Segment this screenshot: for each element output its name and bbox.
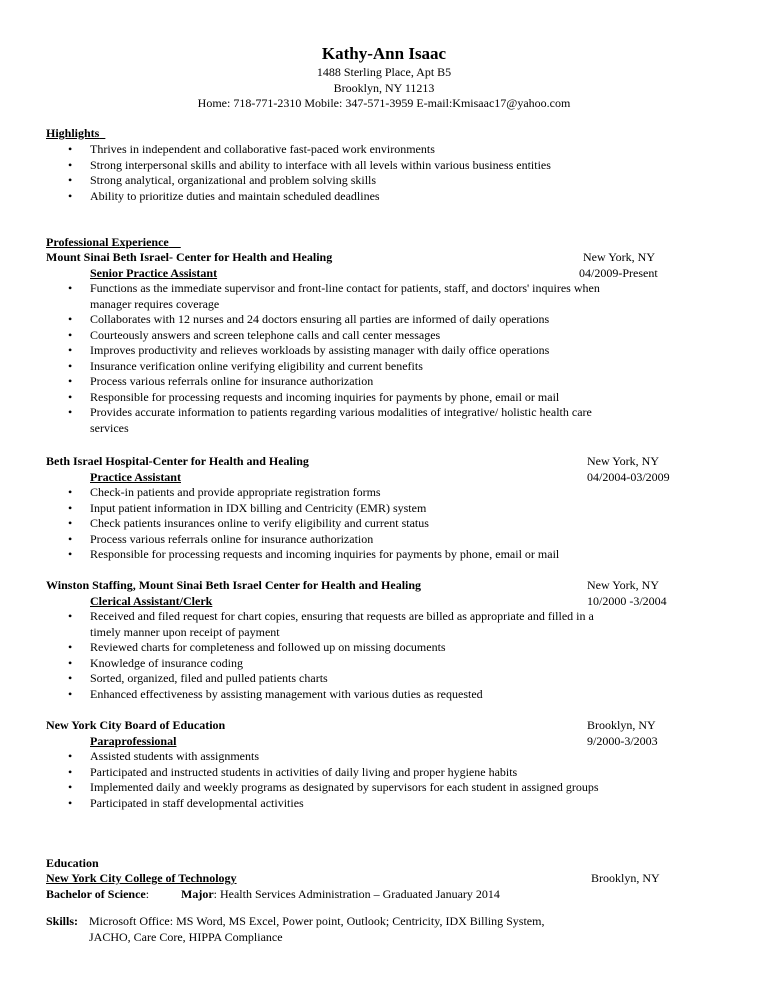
job-organization: Beth Israel Hospital-Center for Health and Healing	[46, 454, 309, 468]
bullet-text: Process various referrals online for insurance authorization	[90, 531, 374, 546]
bullet-icon: •	[68, 795, 73, 810]
bullet-text: Sorted, organized, filed and pulled patients charts	[90, 671, 328, 685]
job-bullet-item	[46, 390, 610, 406]
job-organization: New York City Board of Education	[46, 718, 226, 732]
bullet-text: Assisted students with assignments	[90, 749, 260, 763]
job-location: New York, NY	[587, 578, 660, 592]
bullet-text: Participated in staff developmental activities	[90, 795, 304, 810]
job-bullet-item	[46, 765, 610, 781]
bullet-icon: •	[68, 173, 73, 187]
highlight-item	[46, 173, 610, 189]
bullet-text: Strong analytical, organizational and problem solving skills	[90, 173, 377, 187]
job-dates: 10/2000 -3/2004	[587, 593, 667, 608]
bullet-text: Enhanced effectiveness by assisting management with various duties as requested	[90, 686, 483, 701]
bullet-icon: •	[68, 531, 73, 546]
bullet-text: Check-in patients and provide appropriate registration forms	[90, 485, 381, 499]
bullet-text: Responsible for processing requests and incoming inquiries for payments by phone, email or mail	[90, 547, 560, 561]
bullet-icon: •	[68, 343, 73, 357]
education-school: New York City College of Technology	[46, 871, 237, 885]
degree-label: Bachelor of Science	[46, 886, 146, 901]
bullet-text: Knowledge of insurance coding	[90, 655, 243, 670]
bullet-icon: •	[68, 749, 73, 763]
bullet-text: Strong interpersonal skills and ability to interface with all levels within various business entities	[90, 157, 551, 172]
bullet-icon: •	[68, 640, 73, 654]
job-role: Practice Assistant	[90, 469, 181, 484]
job-4	[46, 718, 728, 811]
job-bullet-item	[46, 796, 610, 812]
job-bullet-item	[46, 501, 610, 517]
contact-line: Home: 718-771-2310 Mobile: 347-571-3959 E-mail:Kmisaac17@yahoo.com	[197, 96, 571, 110]
bullet-icon: •	[68, 157, 73, 172]
bullet-icon: •	[68, 312, 73, 326]
job-bullet-item	[46, 532, 610, 548]
job-bullet-item	[46, 374, 610, 390]
candidate-name: Kathy-Ann Isaac	[321, 44, 447, 63]
bullet-icon: •	[68, 764, 73, 779]
bullet-text: Received and filed request for chart copies, ensuring that requests are billed as appropriate and filled in a timely manner upon receipt of payment	[90, 609, 594, 639]
experience-title	[46, 235, 181, 251]
job-bullet-item	[46, 780, 610, 796]
bullet-icon: •	[68, 142, 73, 156]
job-bullet-item	[46, 656, 610, 672]
bullet-text: Thrives in independent and collaborative fast-paced work environments	[90, 142, 435, 156]
bullet-text: Ability to prioritize duties and maintain scheduled deadlines	[90, 188, 380, 203]
address-line-2: Brooklyn, NY 11213	[333, 80, 435, 95]
bullet-icon: •	[68, 547, 73, 561]
education-title	[46, 856, 99, 872]
job-dates: 9/2000-3/2003	[587, 733, 658, 748]
bullet-text: Input patient information in IDX billing and Centricity (EMR) system	[90, 500, 427, 515]
bullet-text: Improves productivity and relieves workloads by assisting manager with daily office operations	[90, 343, 550, 357]
bullet-text: Implemented daily and weekly programs as designated by supervisors for each student in assigned groups	[90, 780, 599, 794]
bullet-text: Provides accurate information to patients regarding various modalities of integrative/ holistic health care services	[90, 405, 592, 435]
job-bullet-item	[46, 405, 610, 436]
bullet-text: Reviewed charts for completeness and followed up on missing documents	[90, 640, 446, 654]
experience-title-text: Professional Experience	[46, 235, 169, 249]
job-bullet-item	[46, 516, 610, 532]
job-location: New York, NY	[587, 454, 660, 468]
bullet-icon: •	[68, 327, 73, 342]
job-bullet-item	[46, 547, 610, 563]
job-bullet-item	[46, 687, 610, 703]
job-organization: Mount Sinai Beth Israel- Center for Health and Healing	[46, 250, 333, 264]
job-role: Clerical Assistant/Clerk	[90, 593, 213, 608]
bullet-icon: •	[68, 609, 73, 623]
bullet-text: Insurance verification online verifying eligibility and current benefits	[90, 358, 423, 373]
job-3	[46, 578, 728, 702]
job-bullet-item	[46, 359, 610, 375]
highlights-title-text: Highlights	[46, 126, 100, 140]
education-block	[46, 871, 728, 902]
job-bullet-item	[46, 328, 610, 344]
job-bullet-item	[46, 485, 610, 501]
address-line-1: 1488 Sterling Place, Apt B5	[316, 65, 452, 79]
resume-header	[0, 44, 768, 112]
bullet-text: Process various referrals online for insurance authorization	[90, 374, 374, 388]
highlight-item	[46, 189, 610, 205]
bullet-icon: •	[68, 655, 73, 670]
job-bullet-item	[46, 343, 610, 359]
job-dates: 04/2004-03/2009	[587, 469, 670, 484]
job-bullet-item	[46, 609, 610, 640]
job-role: Senior Practice Assistant	[90, 265, 218, 280]
bullet-text: Collaborates with 12 nurses and 24 doctors ensuring all parties are informed of daily operations	[90, 312, 550, 326]
bullet-icon: •	[68, 485, 73, 499]
bullet-icon: •	[68, 389, 73, 404]
bullet-icon: •	[68, 516, 73, 530]
major-text: : Health Services Administration – Graduated January 2014	[213, 886, 500, 901]
bullet-text: Participated and instructed students in activities of daily living and proper hygiene habits	[90, 764, 518, 779]
degree-colon: :	[145, 886, 150, 901]
bullet-text: Functions as the immediate supervisor and front-line contact for patients, staff, and doctors' inquires when manager requires coverage	[90, 281, 600, 311]
job-organization: Winston Staffing, Mount Sinai Beth Israel Center for Health and Healing	[46, 578, 422, 592]
job-2	[46, 454, 728, 563]
job-location: Brooklyn, NY	[587, 718, 656, 732]
job-role: Paraprofessional	[90, 733, 177, 748]
bullet-icon: •	[68, 281, 73, 295]
bullet-text: Courteously answers and screen telephone calls and call center messages	[90, 327, 441, 342]
job-location: New York, NY	[583, 250, 656, 264]
highlight-item	[46, 158, 610, 174]
bullet-icon: •	[68, 780, 73, 794]
job-dates: 04/2009-Present	[579, 265, 658, 280]
skills-text: Microsoft Office: MS Word, MS Excel, Power point, Outlook; Centricity, IDX Billing System, JACHO, Care Core, HIPPA Compliance	[89, 914, 545, 944]
highlights-title	[46, 126, 105, 142]
bullet-icon: •	[68, 358, 73, 373]
job-bullet-item	[46, 312, 610, 328]
bullet-icon: •	[68, 188, 73, 203]
bullet-icon: •	[68, 686, 73, 701]
job-bullet-item	[46, 281, 610, 312]
job-bullet-item	[46, 749, 610, 765]
bullet-text: Check patients insurances online to verify eligibility and current status	[90, 516, 429, 530]
highlights-list	[46, 142, 728, 204]
education-location: Brooklyn, NY	[591, 871, 660, 885]
education-title-text: Education	[46, 856, 99, 870]
bullet-icon: •	[68, 671, 73, 685]
major-label: Major	[181, 886, 214, 901]
job-bullet-item	[46, 640, 610, 656]
bullet-icon: •	[68, 500, 73, 515]
bullet-icon: •	[68, 405, 73, 419]
job-1	[46, 250, 728, 436]
bullet-icon: •	[68, 374, 73, 388]
skills-label: Skills:	[46, 914, 79, 928]
highlight-item	[46, 142, 610, 158]
bullet-text: Responsible for processing requests and incoming inquiries for payments by phone, email or mail	[90, 389, 560, 404]
job-bullet-item	[46, 671, 610, 687]
